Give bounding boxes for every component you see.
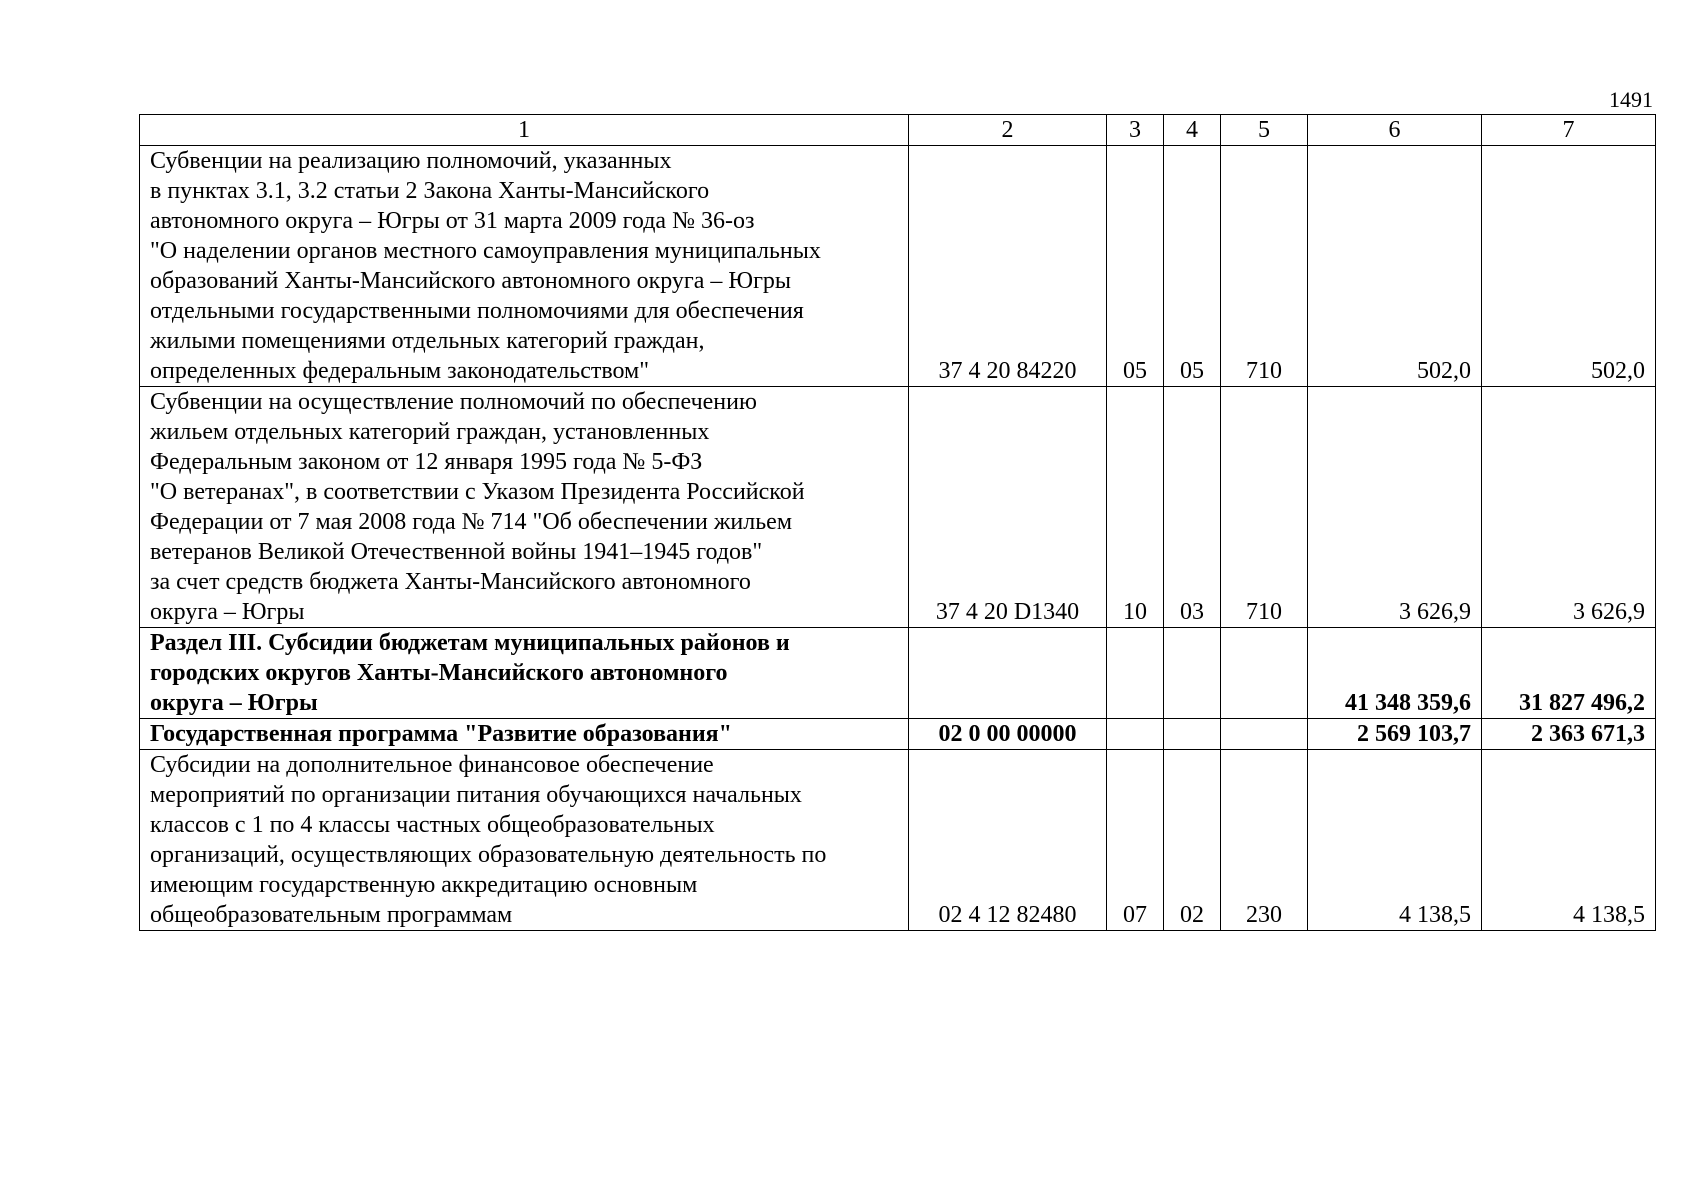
row-section (1107, 628, 1164, 719)
column-header-5: 5 (1221, 115, 1308, 146)
row-section: 05 (1107, 146, 1164, 387)
column-header-7: 7 (1482, 115, 1656, 146)
row-subsection (1164, 628, 1221, 719)
column-header-2: 2 (909, 115, 1107, 146)
section-total-col6: 41 348 359,6 (1308, 628, 1482, 719)
row-code (909, 628, 1107, 719)
row-code: 02 4 12 82480 (909, 750, 1107, 931)
row-name: Субсидии на дополнительное финансовое обеспечение мероприятий по организации питания обучающихся начальных классов с 1 по 4 классы частных общеобразовательных организаций, осуществляющих образовательную деятельность по имеющим государственную аккредитацию основным общеобразовательным программам (140, 750, 909, 931)
program-total-col6: 2 569 103,7 (1308, 719, 1482, 750)
table-row (140, 146, 1656, 387)
row-expense-type (1221, 719, 1308, 750)
row-code: 37 4 20 D1340 (909, 387, 1107, 628)
row-amount-col6: 3 626,9 (1308, 387, 1482, 628)
row-section: 10 (1107, 387, 1164, 628)
program-title: Государственная программа "Развитие образования" (140, 719, 909, 750)
row-expense-type (1221, 628, 1308, 719)
row-subsection: 02 (1164, 750, 1221, 931)
header-row (140, 115, 1656, 146)
section-title: Раздел III. Субсидии бюджетам муниципальных районов и городских округов Ханты-Мансийского автономного округа – Югры (140, 628, 909, 719)
column-header-6: 6 (1308, 115, 1482, 146)
row-amount-col7: 4 138,5 (1482, 750, 1656, 931)
program-row (140, 719, 1656, 750)
section-row (140, 628, 1656, 719)
row-amount-col6: 502,0 (1308, 146, 1482, 387)
row-subsection (1164, 719, 1221, 750)
column-header-3: 3 (1107, 115, 1164, 146)
row-name: Субвенции на реализацию полномочий, указанных в пунктах 3.1, 3.2 статьи 2 Закона Ханты-Мансийского автономного округа – Югры от 31 марта 2009 года № 36-оз "О наделении органов местного самоуправления муниципальных образований Ханты-Мансийского автономного округа – Югры отдельными государственными полномочиями для обеспечения жилыми помещениями отдельных категорий граждан, определенных федеральным законодательством" (140, 146, 909, 387)
program-total-col7: 2 363 671,3 (1482, 719, 1656, 750)
budget-table (139, 114, 1656, 931)
row-section: 07 (1107, 750, 1164, 931)
row-code: 37 4 20 84220 (909, 146, 1107, 387)
page-number: 1491 (1609, 87, 1653, 112)
row-expense-type: 710 (1221, 387, 1308, 628)
table-row (140, 750, 1656, 931)
row-name: Субвенции на осуществление полномочий по обеспечению жильем отдельных категорий граждан, установленных Федеральным законом от 12 января 1995 года № 5-ФЗ "О ветеранах", в соответствии с Указом Президента Российской Федерации от 7 мая 2008 года № 714 "Об обеспечении жильем ветеранов Великой Отечественной войны 1941–1945 годов" за счет средств бюджета Ханты-Мансийского автономного округа – Югры (140, 387, 909, 628)
row-subsection: 05 (1164, 146, 1221, 387)
column-header-4: 4 (1164, 115, 1221, 146)
row-expense-type: 710 (1221, 146, 1308, 387)
row-amount-col6: 4 138,5 (1308, 750, 1482, 931)
table-row (140, 387, 1656, 628)
row-section (1107, 719, 1164, 750)
row-amount-col7: 3 626,9 (1482, 387, 1656, 628)
row-expense-type: 230 (1221, 750, 1308, 931)
column-header-1: 1 (140, 115, 909, 146)
row-amount-col7: 502,0 (1482, 146, 1656, 387)
program-code: 02 0 00 00000 (909, 719, 1107, 750)
section-total-col7: 31 827 496,2 (1482, 628, 1656, 719)
row-subsection: 03 (1164, 387, 1221, 628)
